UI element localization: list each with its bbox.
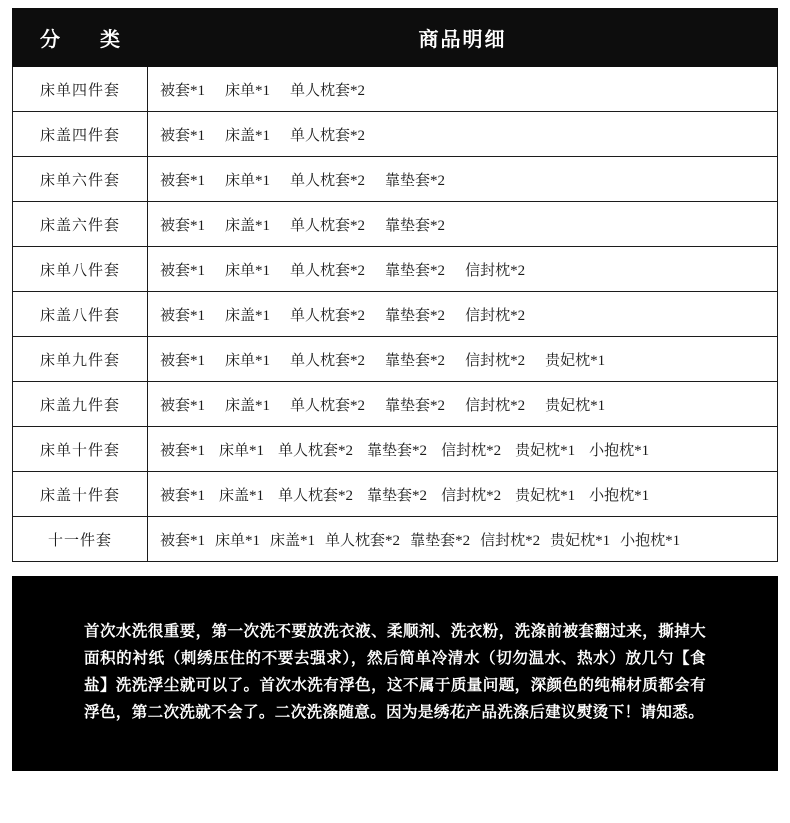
table-row	[13, 112, 778, 157]
cell-detail	[148, 427, 778, 472]
table-body	[13, 67, 778, 562]
cell-detail	[148, 247, 778, 292]
item-label: 贵妃枕*1	[550, 532, 611, 549]
item-label: 单人枕套*2	[290, 217, 366, 234]
table-row	[13, 157, 778, 202]
item-label: 贵妃枕*1	[545, 397, 606, 414]
column-header-category: 分 类	[13, 9, 148, 67]
cell-category: 床单八件套	[13, 247, 148, 292]
table-row	[13, 427, 778, 472]
item-label: 信封枕*2	[465, 352, 526, 369]
item-list	[160, 394, 776, 415]
item-label: 床盖*1	[225, 127, 271, 144]
item-label: 被套*1	[160, 532, 206, 549]
item-label: 信封枕*2	[480, 532, 541, 549]
item-label: 床单*1	[225, 352, 271, 369]
item-label: 被套*1	[160, 397, 206, 414]
item-list	[160, 349, 776, 370]
product-spec-table	[12, 8, 778, 562]
item-label: 被套*1	[160, 442, 206, 459]
item-label: 靠垫套*2	[367, 487, 428, 504]
table-row	[13, 517, 778, 562]
item-list	[160, 304, 776, 325]
table-header	[13, 9, 778, 67]
item-label: 单人枕套*2	[290, 127, 366, 144]
item-label: 被套*1	[160, 487, 206, 504]
item-label: 床盖*1	[225, 397, 271, 414]
table-row	[13, 292, 778, 337]
cell-category: 十一件套	[13, 517, 148, 562]
item-label: 单人枕套*2	[278, 442, 354, 459]
item-label: 小抱枕*1	[620, 532, 681, 549]
item-label: 被套*1	[160, 127, 206, 144]
item-label: 贵妃枕*1	[515, 442, 576, 459]
item-label: 靠垫套*2	[385, 307, 446, 324]
column-header-detail: 商品明细	[148, 9, 778, 67]
item-label: 贵妃枕*1	[545, 352, 606, 369]
item-label: 单人枕套*2	[290, 397, 366, 414]
item-label: 靠垫套*2	[385, 352, 446, 369]
item-list	[160, 529, 776, 550]
table-row	[13, 337, 778, 382]
cell-category: 床盖九件套	[13, 382, 148, 427]
item-label: 床盖*1	[270, 532, 316, 549]
cell-detail	[148, 517, 778, 562]
item-label: 单人枕套*2	[290, 82, 366, 99]
item-label: 被套*1	[160, 352, 206, 369]
item-label: 单人枕套*2	[278, 487, 354, 504]
cell-category: 床单六件套	[13, 157, 148, 202]
item-label: 床盖*1	[225, 307, 271, 324]
item-label: 靠垫套*2	[385, 217, 446, 234]
item-label: 床单*1	[225, 262, 271, 279]
item-label: 靠垫套*2	[385, 262, 446, 279]
item-label: 靠垫套*2	[410, 532, 471, 549]
item-label: 信封枕*2	[465, 307, 526, 324]
item-label: 床单*1	[215, 532, 261, 549]
item-list	[160, 214, 776, 235]
item-label: 信封枕*2	[465, 262, 526, 279]
item-label: 单人枕套*2	[325, 532, 401, 549]
item-list	[160, 439, 776, 460]
table-row	[13, 247, 778, 292]
item-label: 靠垫套*2	[385, 397, 446, 414]
item-label: 单人枕套*2	[290, 352, 366, 369]
cell-category: 床盖八件套	[13, 292, 148, 337]
table-row	[13, 382, 778, 427]
cell-detail	[148, 472, 778, 517]
item-label: 单人枕套*2	[290, 172, 366, 189]
table-header-row	[13, 9, 778, 67]
item-label: 信封枕*2	[441, 442, 502, 459]
table-row	[13, 472, 778, 517]
item-label: 被套*1	[160, 307, 206, 324]
item-label: 床单*1	[225, 82, 271, 99]
cell-detail	[148, 337, 778, 382]
cell-detail	[148, 202, 778, 247]
item-label: 靠垫套*2	[367, 442, 428, 459]
table-row	[13, 67, 778, 112]
item-list	[160, 169, 776, 190]
item-label: 贵妃枕*1	[515, 487, 576, 504]
cell-detail	[148, 382, 778, 427]
item-label: 信封枕*2	[441, 487, 502, 504]
item-label: 信封枕*2	[465, 397, 526, 414]
item-label: 单人枕套*2	[290, 307, 366, 324]
cell-detail	[148, 157, 778, 202]
item-label: 小抱枕*1	[589, 487, 650, 504]
item-label: 单人枕套*2	[290, 262, 366, 279]
item-label: 被套*1	[160, 217, 206, 234]
item-label: 床盖*1	[219, 487, 265, 504]
item-label: 床盖*1	[225, 217, 271, 234]
item-label: 靠垫套*2	[385, 172, 446, 189]
item-label: 被套*1	[160, 172, 206, 189]
item-label: 床单*1	[225, 172, 271, 189]
item-list	[160, 259, 776, 280]
washing-instructions-text: 首次水洗很重要，第一次洗不要放洗衣液、柔顺剂、洗衣粉，洗涤前被套翻过来，撕掉大面积的衬纸（刺绣压住的不要去强求），然后简单冷清水（切勿温水、热水）放几勺【食盐】洗洗浮尘就可以了。首次水洗有浮色，这不属于质量问题，深颜色的纯棉材质都会有浮色，第二次洗就不会了。二次洗涤随意。因为是绣花产品洗涤后建议熨烫下！请知悉。	[84, 622, 706, 721]
cell-category: 床盖四件套	[13, 112, 148, 157]
item-label: 被套*1	[160, 82, 206, 99]
item-label: 床单*1	[219, 442, 265, 459]
cell-category: 床单九件套	[13, 337, 148, 382]
item-label: 小抱枕*1	[589, 442, 650, 459]
cell-detail	[148, 292, 778, 337]
item-list	[160, 79, 776, 100]
cell-category: 床单四件套	[13, 67, 148, 112]
cell-detail	[148, 67, 778, 112]
cell-category: 床盖十件套	[13, 472, 148, 517]
table-row	[13, 202, 778, 247]
item-list	[160, 484, 776, 505]
cell-detail	[148, 112, 778, 157]
item-list	[160, 124, 776, 145]
cell-category: 床盖六件套	[13, 202, 148, 247]
cell-category: 床单十件套	[13, 427, 148, 472]
washing-instructions-block	[12, 576, 778, 771]
item-label: 被套*1	[160, 262, 206, 279]
